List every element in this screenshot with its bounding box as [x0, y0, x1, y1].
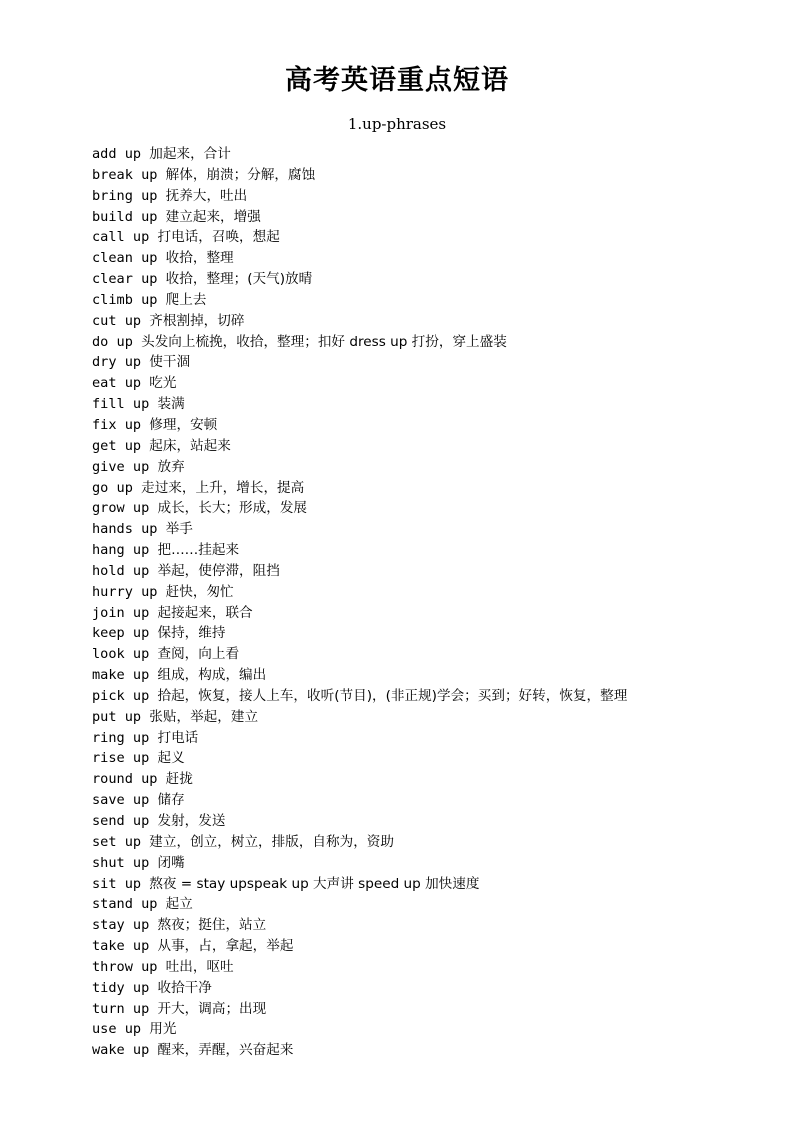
phrase-english: fix up	[92, 416, 142, 433]
phrase-english: pick up	[92, 687, 150, 704]
phrase-english: throw up	[92, 958, 158, 975]
phrase-english: rise up	[92, 750, 150, 767]
list-item	[92, 853, 772, 874]
list-item	[92, 332, 772, 353]
phrase-chinese: 开大，调高；出现	[157, 1000, 267, 1017]
list-item	[92, 957, 772, 978]
phrase-english: stay up	[92, 917, 150, 934]
phrase-chinese: 赶拢	[165, 771, 193, 788]
phrase-chinese: 使干涸	[149, 354, 191, 371]
list-item	[92, 457, 772, 478]
list-item	[92, 415, 772, 436]
list-item	[92, 790, 772, 811]
list-item	[92, 769, 772, 790]
phrase-english: cut up	[92, 312, 142, 329]
list-item	[92, 248, 772, 269]
phrase-english: hold up	[92, 562, 150, 579]
list-item	[92, 582, 772, 603]
phrase-english: hands up	[92, 521, 158, 538]
list-item	[92, 311, 772, 332]
phrase-chinese: 走过来，上升，增长，提高	[141, 479, 305, 496]
phrase-english: stand up	[92, 896, 158, 913]
phrase-english: clean up	[92, 250, 158, 267]
phrase-chinese: 加起来，合计	[149, 146, 231, 162]
phrase-chinese: 建立起来，增强	[165, 208, 261, 225]
phrase-english: go up	[92, 479, 133, 496]
phrase-english: eat up	[92, 375, 142, 392]
phrase-chinese: 吐出，呕吐	[165, 958, 234, 975]
phrase-english: call up	[92, 229, 150, 246]
list-item	[92, 290, 772, 311]
phrase-chinese: 闭嘴	[157, 854, 185, 871]
page-title: 高考英语重点短语	[285, 65, 509, 96]
list-item	[92, 936, 772, 957]
list-item	[92, 144, 772, 165]
phrase-chinese: 发射，发送	[157, 813, 226, 829]
phrase-chinese: 熬夜；挺住，站立	[157, 917, 267, 934]
phrase-english: make up	[92, 667, 150, 684]
list-item	[92, 978, 772, 999]
list-item	[92, 748, 772, 769]
phrase-english: use up	[92, 1021, 142, 1038]
phrase-chinese: 收拾，整理；(天气)放晴	[165, 271, 313, 288]
phrase-list	[92, 144, 772, 1061]
list-item	[92, 352, 772, 373]
phrase-chinese: 打电话	[157, 729, 199, 746]
phrase-english: wake up	[92, 1042, 150, 1059]
list-item	[92, 165, 772, 186]
phrase-english: dry up	[92, 354, 142, 371]
phrase-english: take up	[92, 938, 150, 955]
phrase-english: sit up	[92, 875, 142, 892]
phrase-english: shut up	[92, 854, 150, 871]
list-item	[92, 519, 772, 540]
phrase-chinese: 查阅，向上看	[157, 646, 240, 663]
phrase-chinese: 用光	[149, 1021, 177, 1038]
list-item	[92, 1040, 772, 1061]
list-item	[92, 207, 772, 228]
phrase-english: set up	[92, 833, 142, 850]
phrase-english: get up	[92, 437, 142, 454]
phrase-chinese: 从事，占，拿起，举起	[157, 938, 294, 955]
phrase-chinese: 头发向上梳挽，收拾，整理；扣好 dress up 打扮，穿上盛装	[141, 333, 507, 350]
phrase-chinese: 抚养大，吐出	[165, 187, 248, 204]
phrase-english: keep up	[92, 625, 150, 642]
list-item	[92, 874, 772, 895]
phrase-english: clear up	[92, 271, 158, 288]
phrase-chinese: 吃光	[149, 375, 177, 392]
phrase-chinese: 醒来，弄醒，兴奋起来	[157, 1042, 294, 1059]
list-item	[92, 707, 772, 728]
list-item	[92, 644, 772, 665]
phrase-chinese: 成长，长大；形成，发展	[157, 500, 308, 517]
list-item	[92, 561, 772, 582]
list-item	[92, 1019, 772, 1040]
phrase-chinese: 张贴，举起，建立	[149, 708, 259, 725]
list-item	[92, 436, 772, 457]
list-item	[92, 227, 772, 248]
phrase-chinese: 装满	[157, 396, 185, 413]
phrase-english: fill up	[92, 396, 150, 413]
phrase-chinese: 建立，创立，树立，排版，自称为，资助	[149, 833, 394, 850]
phrase-chinese: 保持，维持	[157, 625, 226, 642]
phrase-english: grow up	[92, 500, 150, 517]
phrase-chinese: 熬夜 = stay upspeak up 大声讲 speed up 加快速度	[149, 875, 480, 892]
phrase-chinese: 把……挂起来	[157, 542, 240, 559]
phrase-english: hurry up	[92, 583, 158, 600]
list-item	[92, 623, 772, 644]
phrase-chinese: 赶快，匆忙	[165, 583, 234, 600]
list-item	[92, 498, 772, 519]
phrase-english: do up	[92, 333, 133, 350]
phrase-chinese: 收拾干净	[157, 979, 212, 996]
phrase-english: give up	[92, 458, 150, 475]
phrase-chinese: 举起，使停滞，阻挡	[157, 562, 280, 579]
list-item	[92, 915, 772, 936]
list-item	[92, 832, 772, 853]
phrase-english: send up	[92, 813, 150, 829]
list-item	[92, 373, 772, 394]
list-item	[92, 728, 772, 749]
list-item	[92, 999, 772, 1020]
list-item	[92, 186, 772, 207]
phrase-chinese: 举手	[165, 521, 193, 538]
phrase-english: build up	[92, 208, 158, 225]
phrase-english: look up	[92, 646, 150, 663]
phrase-chinese: 储存	[157, 792, 185, 809]
phrase-chinese: 组成，构成，编出	[157, 667, 267, 684]
phrase-chinese: 起立	[165, 896, 193, 913]
list-item	[92, 394, 772, 415]
phrase-chinese: 起义	[157, 750, 185, 767]
list-item	[92, 686, 772, 707]
phrase-chinese: 收拾，整理	[165, 250, 234, 267]
phrase-english: bring up	[92, 187, 158, 204]
phrase-english: turn up	[92, 1000, 150, 1017]
phrase-english: add up	[92, 146, 142, 162]
phrase-english: hang up	[92, 542, 150, 559]
phrase-english: climb up	[92, 291, 158, 308]
phrase-chinese: 拾起，恢复，接人上车，收听(节目)，(非正规)学会；买到；好转，恢复，整理	[157, 687, 628, 704]
phrase-chinese: 打电话，召唤，想起	[157, 229, 280, 246]
phrase-english: ring up	[92, 729, 150, 746]
phrase-english: put up	[92, 708, 142, 725]
phrase-chinese: 起接起来，联合	[157, 604, 253, 621]
phrase-chinese: 起床，站起来	[149, 437, 231, 454]
phrase-chinese: 放弃	[157, 458, 185, 475]
phrase-english: break up	[92, 166, 158, 183]
list-item	[92, 540, 772, 561]
list-item	[92, 603, 772, 624]
phrase-english: round up	[92, 771, 158, 788]
phrase-chinese: 齐根割掉，切碎	[149, 312, 245, 329]
list-item	[92, 811, 772, 832]
phrase-chinese: 解体，崩溃；分解，腐蚀	[165, 166, 316, 183]
phrase-english: tidy up	[92, 979, 150, 996]
phrase-english: save up	[92, 792, 150, 809]
phrase-english: join up	[92, 604, 150, 621]
list-item	[92, 269, 772, 290]
phrase-chinese: 爬上去	[165, 291, 207, 308]
list-item	[92, 894, 772, 915]
phrase-chinese: 修理，安顿	[149, 416, 218, 433]
list-item	[92, 665, 772, 686]
section-heading: 1.up-phrases	[347, 115, 447, 133]
list-item	[92, 478, 772, 499]
